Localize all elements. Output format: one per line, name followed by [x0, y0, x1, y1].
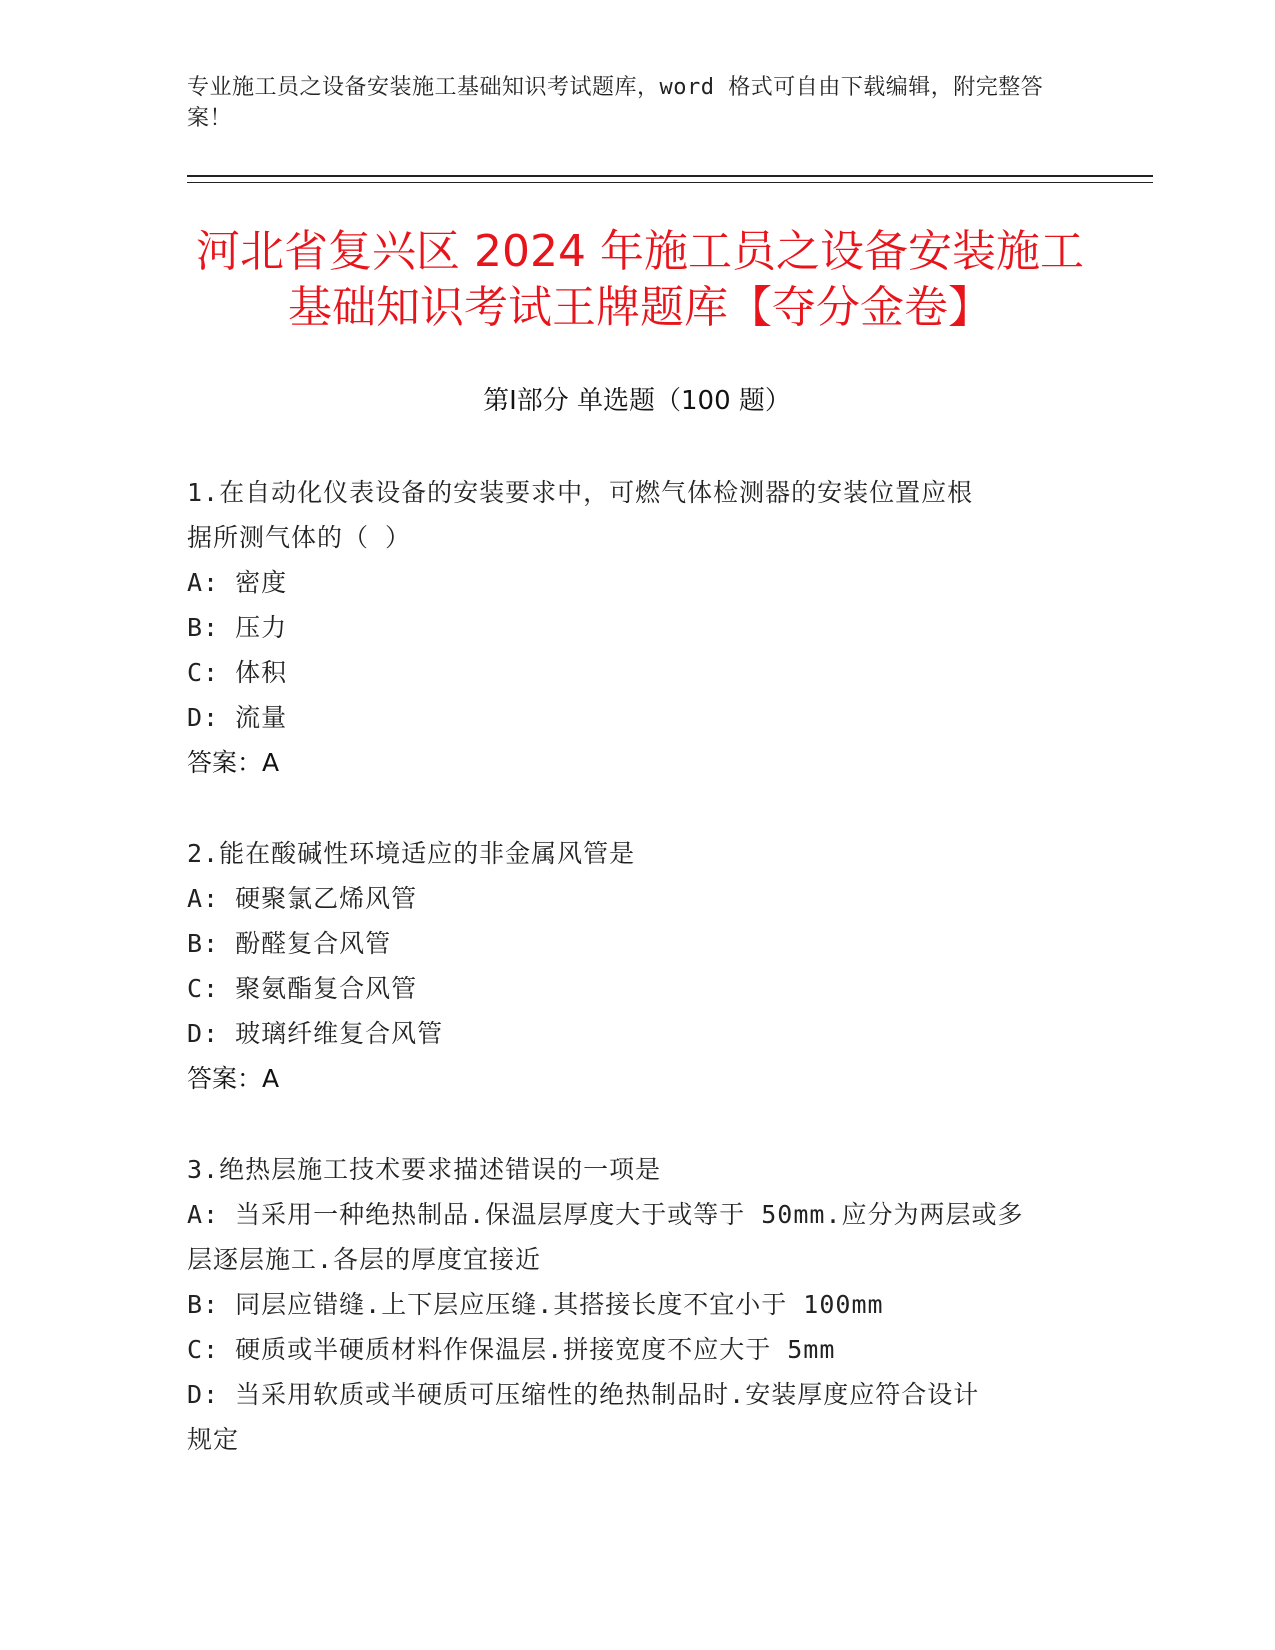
option-a: A: 当采用一种绝热制品.保温层厚度大于或等于 50mm.应分为两层或多: [187, 1200, 1024, 1229]
section-heading: 第Ⅰ部分 单选题（100 题）: [483, 386, 791, 416]
question-3: [187, 1147, 1087, 1462]
question-1: [187, 470, 1087, 785]
option-d: D: 玻璃纤维复合风管: [187, 1019, 444, 1048]
option-b: B: 压力: [187, 613, 288, 642]
option-a: A: 密度: [187, 568, 288, 597]
header-note: 专业施工员之设备安装施工基础知识考试题库，word 格式可自由下载编辑，附完整答案！: [187, 75, 1044, 131]
question-stem-continued: 据所测气体的（ ）: [187, 523, 412, 552]
header-rule-thick: [187, 175, 1153, 177]
option-b: B: 酚醛复合风管: [187, 929, 392, 958]
option-d: D: 流量: [187, 703, 288, 732]
option-c: C: 聚氨酯复合风管: [187, 974, 418, 1003]
answer: 答案：A: [187, 748, 280, 777]
option-a-continued: 层逐层施工.各层的厚度宜接近: [187, 1245, 542, 1274]
option-d: D: 当采用软质或半硬质可压缩性的绝热制品时.安装厚度应符合设计: [187, 1380, 980, 1409]
header-rule-thin: [187, 182, 1153, 183]
question-list: [187, 470, 1087, 1508]
question-2: [187, 831, 1087, 1101]
option-c: C: 硬质或半硬质材料作保温层.拼接宽度不应大于 5mm: [187, 1335, 836, 1364]
option-b: B: 同层应错缝.上下层应压缝.其搭接长度不宜小于 100mm: [187, 1290, 884, 1319]
question-stem: 1.在自动化仪表设备的安装要求中，可燃气体检测器的安装位置应根: [187, 478, 974, 507]
answer: 答案：A: [187, 1064, 280, 1093]
option-c: C: 体积: [187, 658, 288, 687]
document-title-line-1: 河北省复兴区 2024 年施工员之设备安装施工: [196, 226, 1084, 277]
question-stem: 2.能在酸碱性环境适应的非金属风管是: [187, 839, 636, 868]
option-d-continued: 规定: [187, 1425, 240, 1454]
document-title: [160, 224, 1120, 336]
question-stem: 3.绝热层施工技术要求描述错误的一项是: [187, 1155, 662, 1184]
document-title-line-2: 基础知识考试王牌题库【夺分金卷】: [288, 282, 992, 333]
option-a: A: 硬聚氯乙烯风管: [187, 884, 418, 913]
